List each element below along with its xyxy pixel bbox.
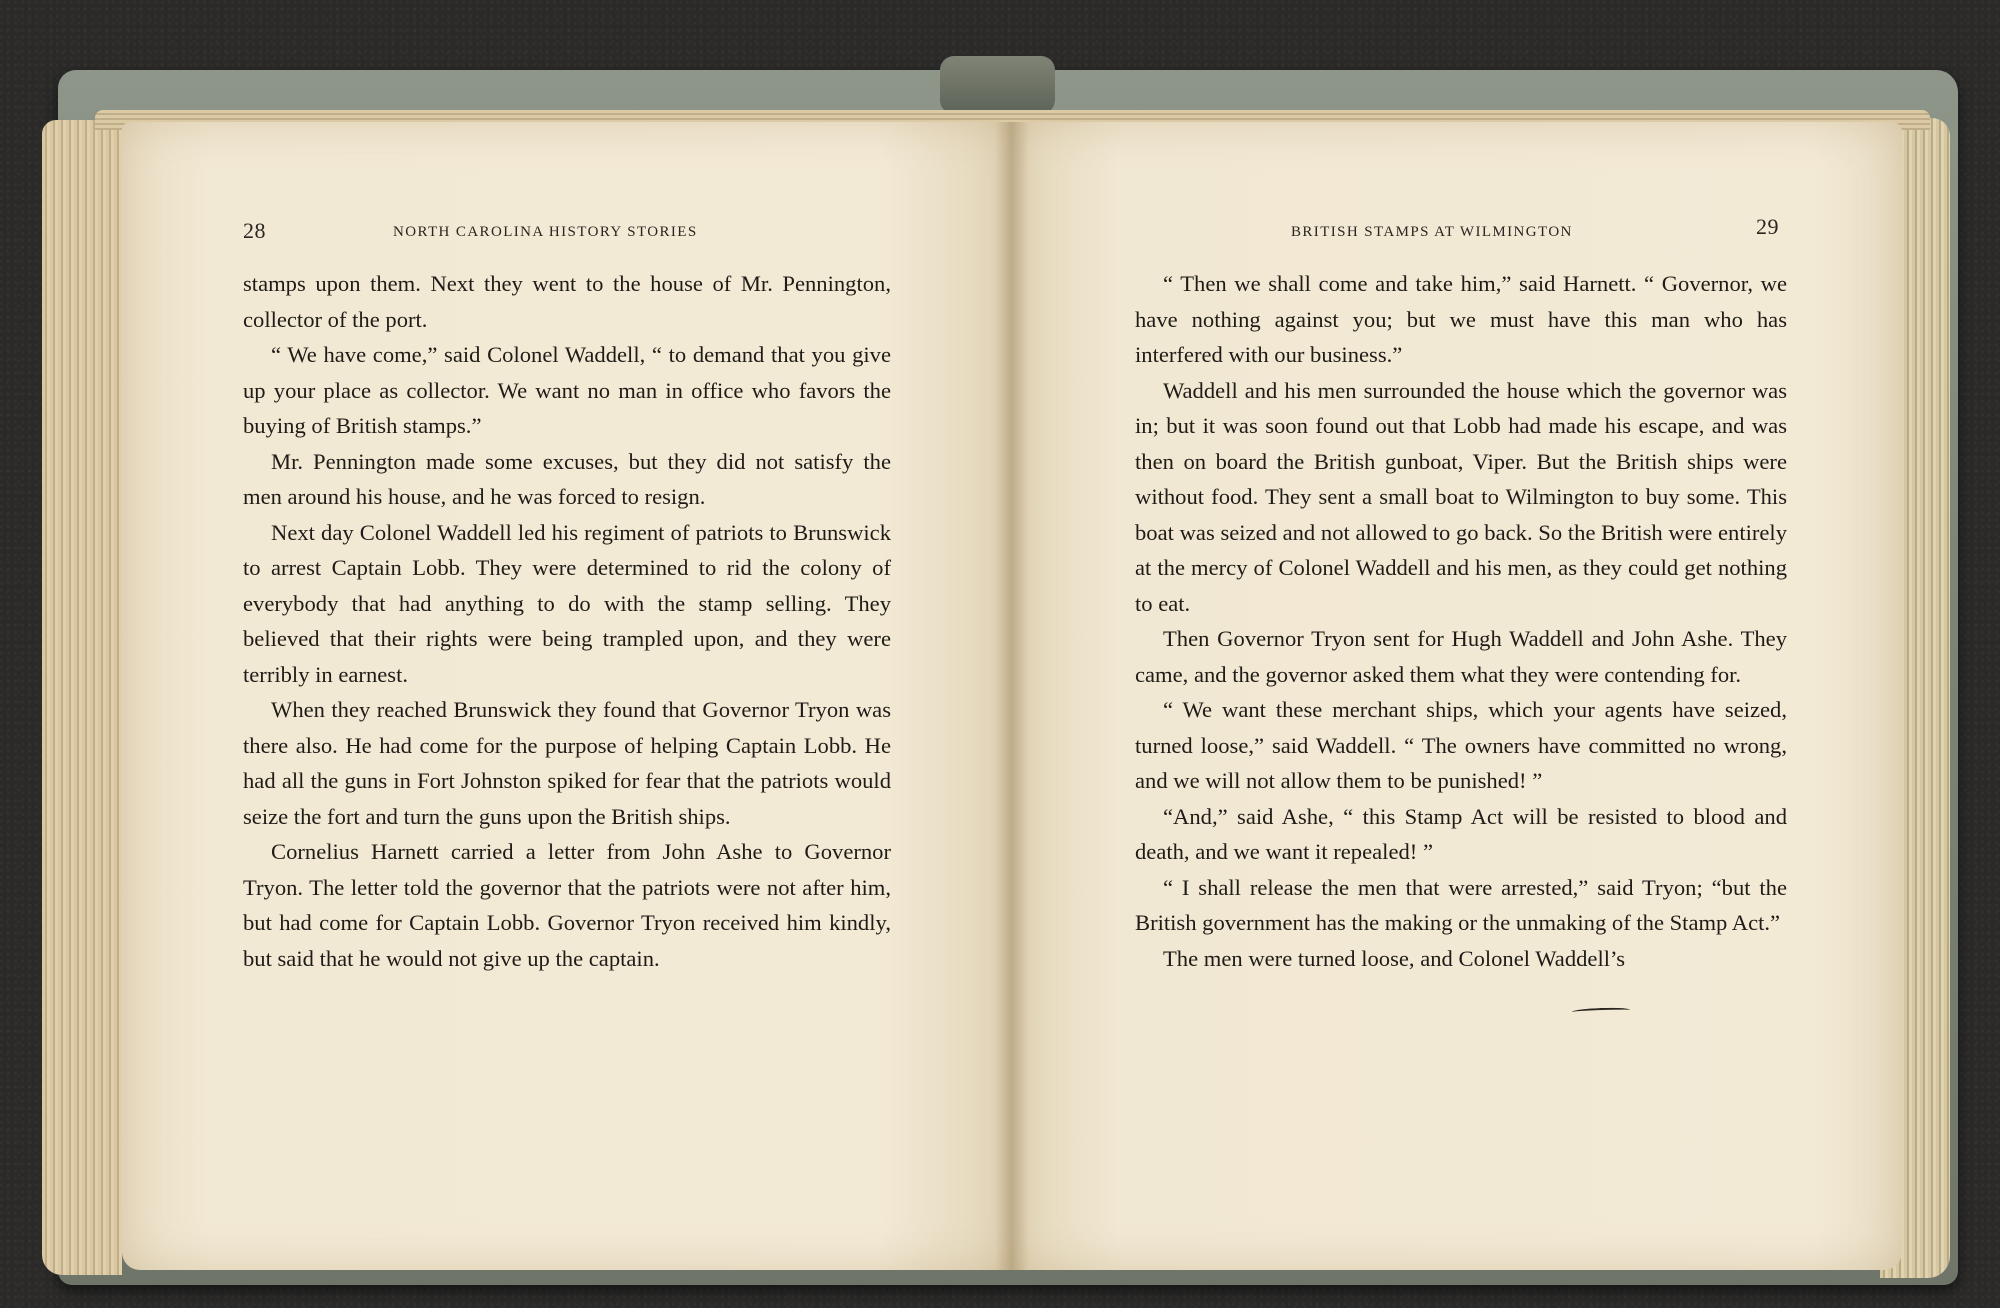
paragraph: “ Then we shall come and take him,” said Harnett. “ Governor, we have nothing against you; but we must have this man who has interfered with our business.” [1135, 271, 1787, 367]
paragraph: “ We want these merchant ships, which your agents have seized, turned loose,” said Waddell. “ The owners have committed no wrong, and we will not allow them to be punished! ” [1135, 697, 1787, 793]
paragraph: The men were turned loose, and Colonel Waddell’s [1163, 945, 1626, 971]
right-page-text [1135, 266, 1787, 976]
paragraph: Next day Colonel Waddell led his regiment of patriots to Brunswick to arrest Captain Lobb. They were determined to rid the colony of everybody that had anything to do with the stamp selling. They believed that their rights were being trampled upon, and they were terribly in earnest. [243, 519, 891, 687]
book-spine-band [940, 56, 1055, 114]
paragraph: Waddell and his men surrounded the house which the governor was in; but it was soon found out that Lobb had made his escape, and was then on board the British gunboat, Viper. But the British ships were without food. They sent a small boat to Wilmington to buy some. This boat was seized and not allowed to go back. So the British were entirely at the mercy of Colonel Waddell and his men, as they could get nothing to eat. [1135, 377, 1787, 616]
paragraph: When they reached Brunswick they found that Governor Tryon was there also. He had come for the purpose of helping Captain Lobb. He had all the guns in Fort Johnston spiked for fear that the patriots would seize the fort and turn the guns upon the British ships. [243, 697, 891, 829]
right-page-number: 29 [1756, 214, 1779, 239]
left-page-text [243, 266, 891, 976]
paragraph: Mr. Pennington made some excuses, but they did not satisfy the men around his house, and he was forced to resign. [243, 448, 891, 509]
paragraph: “ We have come,” said Colonel Waddell, “ to demand that you give up your place as collector. We want no man in office who favors the buying of British stamps.” [243, 342, 891, 438]
paragraph: stamps upon them. Next they went to the house of Mr. Pennington, collector of the port. [243, 271, 891, 332]
paragraph: “ I shall release the men that were arrested,” said Tryon; “but the British government has the making or the unmaking of the Stamp Act.” [1135, 874, 1787, 935]
page-edges-left [42, 120, 122, 1275]
left-running-title: NORTH CAROLINA HISTORY STORIES [393, 224, 698, 240]
paragraph: “And,” said Ashe, “ this Stamp Act will be resisted to blood and death, and we want it repealed! ” [1135, 803, 1787, 864]
paragraph: Then Governor Tryon sent for Hugh Waddell and John Ashe. They came, and the governor asked them what they were contending for. [1135, 626, 1787, 687]
paragraph: Cornelius Harnett carried a letter from John Ashe to Governor Tryon. The letter told the governor that the patriots were not after him, but had come for Captain Lobb. Governor Tryon received him kindly, but said that he would not give up the captain. [243, 839, 891, 971]
book-gutter [995, 122, 1029, 1270]
right-running-title: BRITISH STAMPS AT WILMINGTON [1291, 224, 1573, 240]
left-page-number: 28 [243, 218, 266, 243]
